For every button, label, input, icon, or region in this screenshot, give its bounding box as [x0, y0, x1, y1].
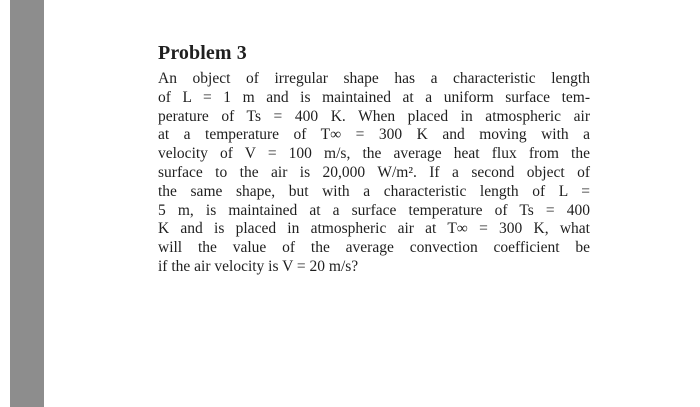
problem-text-line: the same shape, but with a characteristic length of L = [158, 182, 590, 200]
left-scroll-bar [10, 0, 44, 407]
problem-text-line: 5 m, is maintained at a surface temperature of Ts = 400 [158, 201, 590, 219]
problem-text-line: surface to the air is 20,000 W/m². If a second object of [158, 163, 590, 181]
problem-title: Problem 3 [158, 42, 247, 64]
problem-text-line: K and is placed in atmospheric air at T∞ = 300 K, what [158, 220, 590, 238]
problem-text-line: velocity of V = 100 m/s, the average heat flux from the [158, 145, 590, 163]
problem-text-line: if the air velocity is V = 20 m/s? [158, 257, 359, 275]
problem-text-line: will the value of the average convection coefficient be [158, 239, 590, 257]
problem-block [158, 42, 590, 277]
problem-text-line: of L = 1 m and is maintained at a uniform surface tem- [158, 88, 590, 106]
problem-text-line: An object of irregular shape has a characteristic length [158, 70, 590, 87]
problem-text-line: at a temperature of T∞ = 300 K and moving with a [158, 126, 590, 144]
problem-text-line: perature of Ts = 400 K. When placed in atmospheric air [158, 107, 590, 125]
